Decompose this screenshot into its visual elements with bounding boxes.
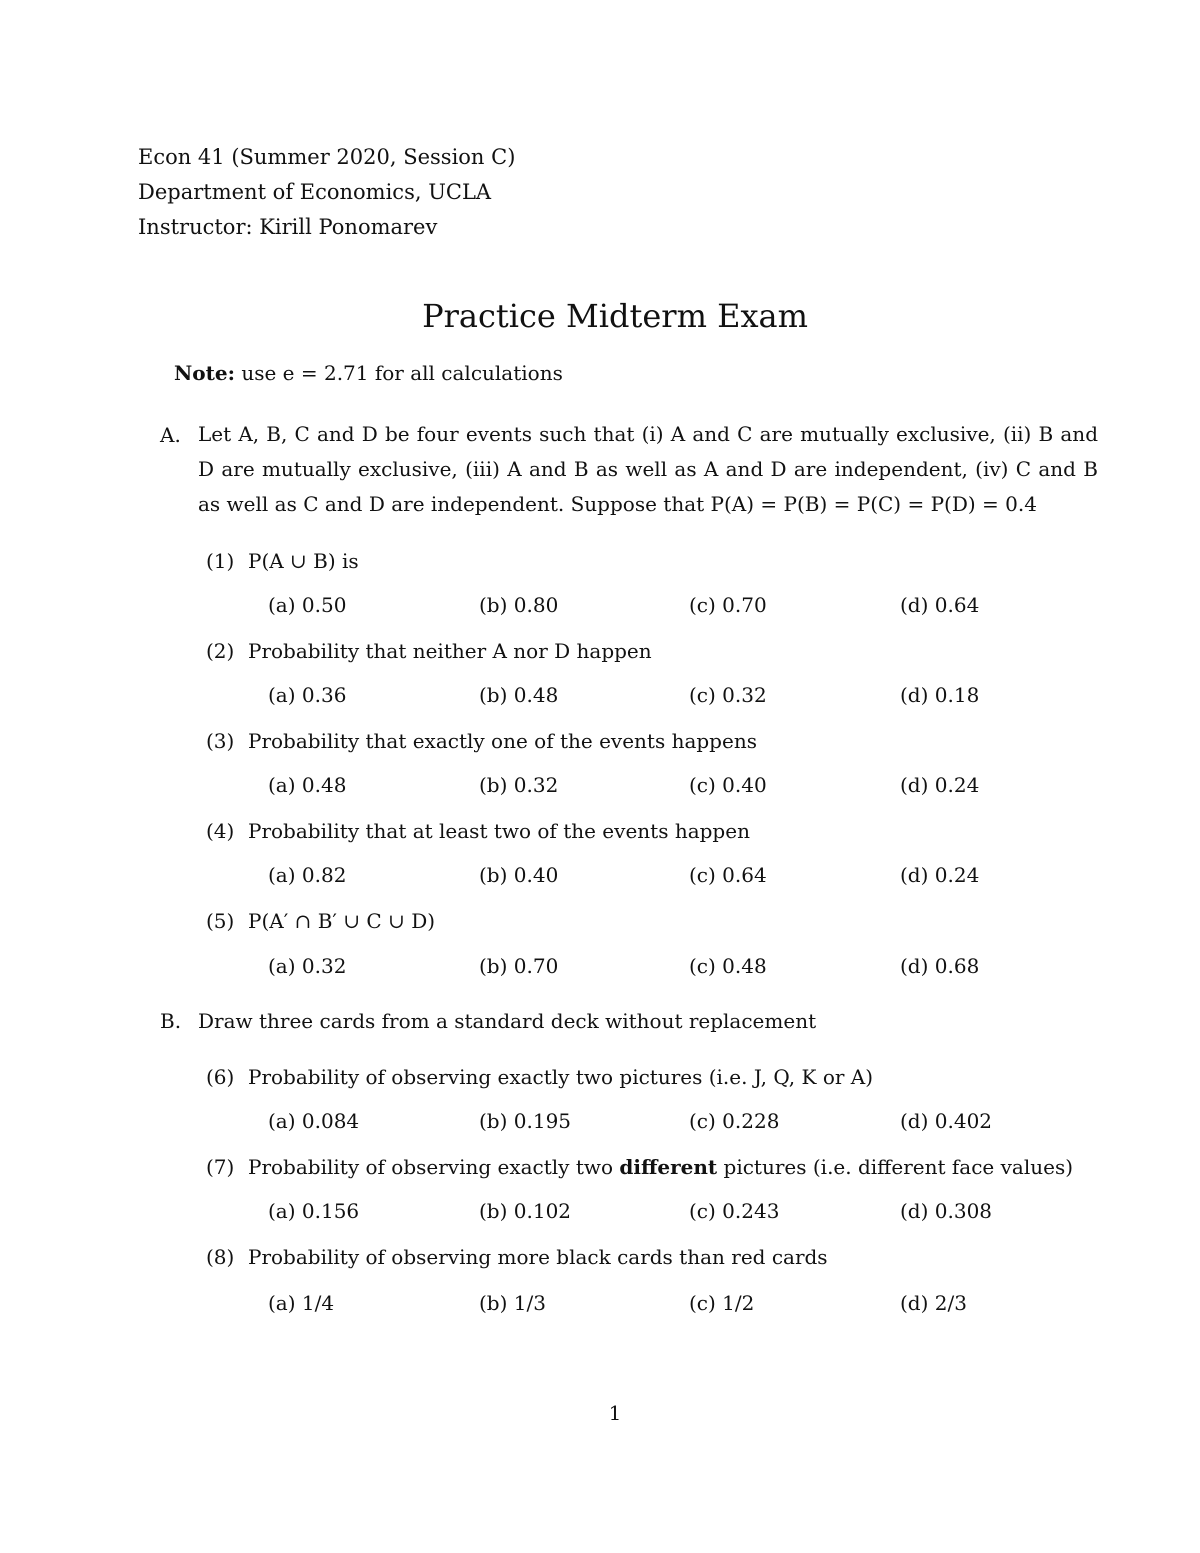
question-text [248, 1154, 1073, 1180]
section-a-label: A. [160, 423, 181, 447]
option-7a: (a) 0.156 [268, 1199, 360, 1223]
question-3 [206, 728, 1106, 754]
option-8c: (c) 1/2 [689, 1291, 755, 1315]
question-text: Probability of observing exactly two pictures (i.e. J, Q, K or A) [248, 1065, 874, 1089]
question-text-end: pictures (i.e. different face values) [723, 1155, 1074, 1179]
option-3a: (a) 0.48 [268, 773, 347, 797]
option-8d: (d) 2/3 [900, 1291, 967, 1315]
question-number: (2) [206, 639, 235, 663]
question-text: P(A ∪ B) is [248, 549, 359, 573]
option-6c: (c) 0.228 [689, 1109, 780, 1133]
course-line: Econ 41 (Summer 2020, Session C) [138, 145, 516, 169]
question-number: (6) [206, 1065, 235, 1089]
option-4d: (d) 0.24 [900, 863, 980, 887]
department-line: Department of Economics, UCLA [138, 180, 492, 204]
question-number: (1) [206, 549, 235, 573]
option-1a: (a) 0.50 [268, 593, 347, 617]
section-b-label: B. [160, 1009, 182, 1033]
question-text: Probability of observing more black cards than red cards [248, 1245, 828, 1269]
question-7 [206, 1154, 1106, 1180]
note-text: use e = 2.71 for all calculations [241, 361, 563, 385]
note-line [174, 360, 563, 386]
option-1d: (d) 0.64 [900, 593, 980, 617]
question-text-start: Probability of observing exactly two [248, 1155, 614, 1179]
page-number: 1 [608, 1401, 622, 1425]
page-title: Practice Midterm Exam [422, 297, 808, 335]
instructor-line: Instructor: Kirill Ponomarev [138, 215, 438, 239]
option-4a: (a) 0.82 [268, 863, 347, 887]
option-5c: (c) 0.48 [689, 954, 767, 978]
option-1b: (b) 0.80 [479, 593, 559, 617]
question-text: P(A′ ∩ B′ ∪ C ∪ D) [248, 909, 436, 933]
option-2b: (b) 0.48 [479, 683, 559, 707]
question-8 [206, 1244, 1106, 1270]
option-6d: (d) 0.402 [900, 1109, 993, 1133]
option-5b: (b) 0.70 [479, 954, 559, 978]
option-2c: (c) 0.32 [689, 683, 767, 707]
section-b-intro: Draw three cards from a standard deck without replacement [198, 1009, 817, 1033]
option-3c: (c) 0.40 [689, 773, 767, 797]
option-5a: (a) 0.32 [268, 954, 347, 978]
option-7b: (b) 0.102 [479, 1199, 572, 1223]
option-4c: (c) 0.64 [689, 863, 767, 887]
option-7d: (d) 0.308 [900, 1199, 993, 1223]
question-text: Probability that exactly one of the events happens [248, 729, 757, 753]
option-5d: (d) 0.68 [900, 954, 980, 978]
question-text-emphasis: different [619, 1155, 718, 1179]
question-5 [206, 908, 1106, 934]
option-3b: (b) 0.32 [479, 773, 559, 797]
question-6 [206, 1064, 1106, 1090]
note-label: Note: [174, 361, 235, 385]
question-4 [206, 818, 1106, 844]
option-3d: (d) 0.24 [900, 773, 980, 797]
question-text: Probability that neither A nor D happen [248, 639, 652, 663]
option-8b: (b) 1/3 [479, 1291, 546, 1315]
question-2 [206, 638, 1106, 664]
question-number: (5) [206, 909, 235, 933]
question-number: (7) [206, 1155, 235, 1179]
option-6b: (b) 0.195 [479, 1109, 572, 1133]
option-6a: (a) 0.084 [268, 1109, 360, 1133]
option-2a: (a) 0.36 [268, 683, 347, 707]
question-text: Probability that at least two of the events happen [248, 819, 750, 843]
question-1 [206, 548, 1106, 574]
option-2d: (d) 0.18 [900, 683, 980, 707]
question-number: (4) [206, 819, 235, 843]
question-number: (3) [206, 729, 235, 753]
option-1c: (c) 0.70 [689, 593, 767, 617]
section-a-intro: Let A, B, C and D be four events such that (i) A and C are mutually exclusive, (ii) B and D are mutually exclusive, (iii) A and B as well as A and D are independent, (iv) C and B as well as C and D are independent. Suppose that P(A) = P(B) = P(C) = P(D) = 0.4 [198, 422, 1098, 516]
option-4b: (b) 0.40 [479, 863, 559, 887]
question-number: (8) [206, 1245, 235, 1269]
option-7c: (c) 0.243 [689, 1199, 780, 1223]
option-8a: (a) 1/4 [268, 1291, 335, 1315]
